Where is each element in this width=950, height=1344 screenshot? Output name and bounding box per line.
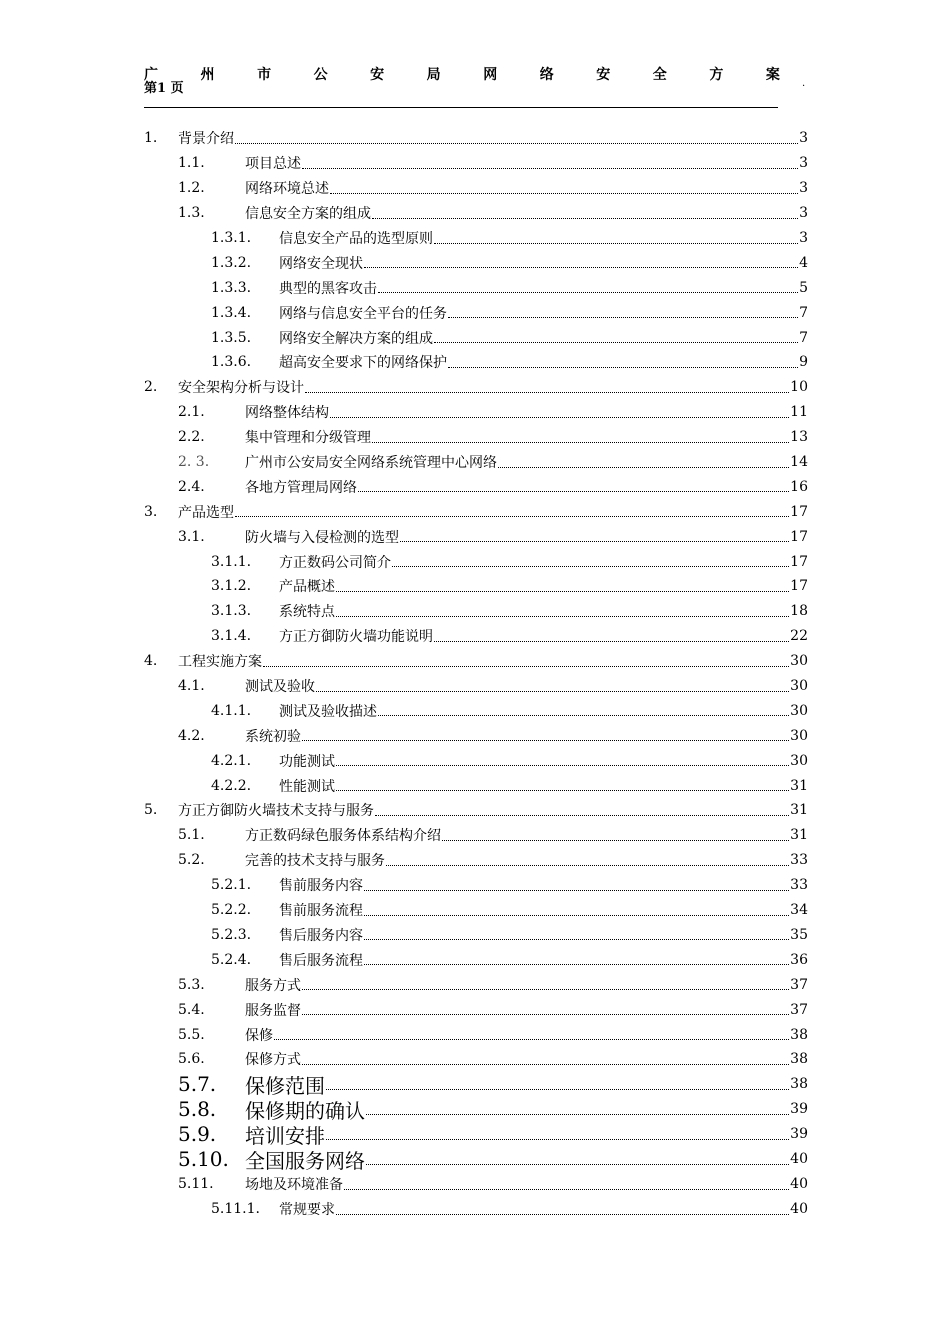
toc-entry[interactable] (144, 1122, 808, 1147)
toc-entry-line (178, 499, 808, 524)
toc-entry-number: 4.2. (178, 727, 205, 744)
toc-entry-label: 典型的黑客攻击 (279, 280, 377, 297)
toc-entry-number: 2.4. (178, 478, 205, 495)
toc-entry[interactable] (144, 748, 808, 773)
toc-dot-leader (302, 1064, 789, 1065)
toc-dot-leader (364, 964, 789, 965)
toc-dot-leader (235, 516, 789, 517)
toc-dot-leader (375, 815, 789, 816)
title-char: 络 (539, 67, 554, 83)
toc-entry-line (279, 226, 808, 251)
toc-entry[interactable] (144, 898, 808, 923)
toc-entry-number: 4.1.1. (211, 702, 252, 719)
toc-entry-label: 项目总述 (245, 156, 301, 173)
toc-entry-label: 售前服务内容 (279, 878, 363, 895)
toc-entry-label: 系统特点 (279, 604, 335, 621)
toc-entry-page: 37 (790, 976, 808, 993)
toc-entry[interactable] (144, 972, 808, 997)
toc-entry-label: 信息安全方案的组成 (245, 206, 371, 223)
toc-entry-number: 1.3.5. (211, 329, 252, 346)
toc-entry-number: 5.11. (178, 1176, 214, 1193)
toc-entry-page: 30 (790, 727, 808, 744)
toc-entry-page: 40 (790, 1151, 808, 1168)
toc-entry-label: 产品选型 (178, 504, 234, 521)
document-title (144, 66, 780, 84)
toc-entry-number: 1.3.1. (211, 230, 252, 246)
toc-dot-leader (400, 541, 789, 542)
toc-dot-leader (263, 666, 789, 667)
toc-entry-number: 3.1.4. (211, 628, 252, 645)
toc-entry[interactable] (144, 375, 808, 400)
toc-entry-page: 30 (790, 653, 808, 670)
toc-entry-page: 39 (790, 1101, 808, 1118)
toc-entry-number: 5.8. (178, 1097, 217, 1122)
toc-entry-line (245, 674, 808, 699)
toc-entry-line (279, 898, 808, 923)
toc-dot-leader (392, 566, 789, 567)
toc-entry[interactable] (144, 574, 808, 599)
toc-entry-number: 4.1. (178, 678, 205, 695)
toc-entry[interactable] (144, 923, 808, 948)
toc-entry-page: 38 (790, 1026, 808, 1043)
title-char: 广 (144, 67, 158, 83)
toc-entry-line (245, 425, 808, 450)
toc-entry-label: 网络整体结构 (245, 405, 329, 422)
toc-entry-page: 30 (790, 678, 808, 695)
toc-entry-page: 7 (799, 304, 808, 321)
toc-dot-leader (434, 243, 798, 244)
toc-entry-number: 5.11.1. (211, 1201, 260, 1218)
toc-entry-label: 常规要求 (279, 1202, 335, 1219)
toc-entry-label: 测试及验收描述 (279, 703, 377, 720)
toc-dot-leader (326, 1089, 789, 1090)
toc-dot-leader (434, 641, 789, 642)
toc-dot-leader (386, 865, 789, 866)
toc-entry[interactable] (144, 1172, 808, 1197)
toc-entry-line (279, 873, 808, 898)
toc-dot-leader (330, 417, 789, 418)
toc-entry[interactable] (144, 1097, 808, 1122)
toc-entry-number: 5. (144, 802, 158, 819)
toc-entry-label: 完善的技术支持与服务 (245, 853, 385, 870)
toc-entry-label: 保修 (245, 1027, 273, 1044)
toc-entry-number: 1.3.3. (211, 279, 252, 296)
toc-entry-line (178, 798, 808, 823)
toc-entry[interactable] (144, 773, 808, 798)
toc-entry-line (245, 151, 808, 176)
toc-dot-leader (448, 317, 798, 318)
toc-entry-page: 3 (799, 130, 808, 147)
toc-entry-number: 5.4. (178, 1001, 205, 1018)
toc-dot-leader (364, 267, 798, 268)
toc-dot-leader (498, 467, 789, 468)
toc-entry-label: 广州市公安局安全网络系统管理中心网络 (245, 455, 497, 472)
toc-dot-leader (372, 442, 789, 443)
toc-dot-leader (330, 193, 798, 194)
toc-entry[interactable] (144, 300, 808, 325)
toc-entry[interactable] (144, 350, 808, 375)
toc-dot-leader (302, 168, 798, 169)
title-char: 安 (370, 67, 385, 83)
toc-entry-label: 保修期的确认 (245, 1098, 365, 1123)
toc-entry[interactable] (144, 425, 808, 450)
toc-entry-page: 36 (790, 951, 808, 968)
toc-entry[interactable] (144, 947, 808, 972)
toc-entry-line (178, 375, 808, 400)
toc-entry-number: 5.2. (178, 852, 205, 869)
toc-entry-label: 售后服务内容 (279, 927, 363, 944)
toc-entry-label: 保修方式 (245, 1052, 301, 1069)
toc-entry[interactable] (144, 698, 808, 723)
toc-dot-leader (364, 890, 789, 891)
toc-dot-leader (336, 765, 789, 766)
toc-entry-label: 售前服务流程 (279, 903, 363, 920)
toc-entry-line (245, 823, 808, 848)
toc-entry-page: 31 (790, 802, 808, 819)
toc-entry-line (279, 599, 808, 624)
toc-dot-leader (235, 143, 798, 144)
toc-entry-line (279, 574, 808, 599)
toc-dot-leader (336, 790, 789, 791)
toc-entry[interactable] (144, 499, 808, 524)
title-char: 安 (596, 67, 611, 83)
toc-entry-page: 17 (790, 578, 808, 595)
toc-entry-page: 40 (790, 1201, 808, 1218)
title-char: 网 (483, 67, 498, 83)
toc-entry[interactable] (144, 151, 808, 176)
toc-entry-label: 防火墙与入侵检测的选型 (245, 529, 399, 546)
toc-entry-label: 场地及环境准备 (245, 1177, 343, 1194)
toc-entry-label: 网络环境总述 (245, 181, 329, 198)
toc-entry-line (279, 698, 808, 723)
toc-entry-number: 5.2.4. (211, 951, 252, 968)
toc-entry-label: 网络安全解决方案的组成 (279, 330, 433, 347)
toc-entry-number: 5.6. (178, 1051, 205, 1068)
toc-entry[interactable] (144, 624, 808, 649)
toc-entry-page: 14 (790, 454, 808, 471)
title-char: 局 (426, 67, 441, 83)
toc-entry-page: 39 (790, 1126, 808, 1143)
toc-entry-page: 3 (799, 205, 808, 222)
toc-entry-page: 30 (790, 702, 808, 719)
toc-entry-number: 4. (144, 653, 158, 670)
toc-entry-label: 集中管理和分级管理 (245, 430, 371, 447)
toc-entry-page: 22 (790, 628, 808, 645)
header-divider (144, 107, 778, 108)
toc-dot-leader (378, 292, 798, 293)
toc-entry-line (245, 1047, 808, 1072)
toc-entry[interactable] (144, 126, 808, 151)
toc-entry-line (245, 972, 808, 997)
toc-entry-page: 17 (790, 553, 808, 570)
toc-entry-number: 2. 3. (178, 454, 210, 471)
toc-entry-label: 测试及验收 (245, 679, 315, 696)
toc-entry-page: 3 (799, 180, 808, 197)
toc-entry-line (279, 923, 808, 948)
toc-entry-line (245, 848, 808, 873)
toc-entry-label: 超高安全要求下的网络保护 (279, 355, 447, 372)
toc-entry-line (245, 1072, 808, 1097)
toc-entry-label: 网络与信息安全平台的任务 (279, 305, 447, 322)
toc-entry-label: 方正方御防火墙技术支持与服务 (178, 803, 374, 820)
toc-dot-leader (358, 491, 789, 492)
toc-entry-page: 31 (790, 827, 808, 844)
toc-entry-line (245, 1097, 808, 1122)
toc-entry-number: 3. (144, 503, 158, 520)
toc-entry-page: 34 (790, 902, 808, 919)
toc-entry-number: 2.2. (178, 429, 205, 446)
toc-entry[interactable] (144, 997, 808, 1022)
toc-entry[interactable] (144, 1072, 808, 1097)
toc-entry-label: 性能测试 (279, 778, 335, 795)
toc-entry-line (245, 723, 808, 748)
toc-entry-page: 38 (790, 1076, 808, 1093)
toc-entry-number: 4.2.1. (211, 752, 252, 769)
toc-entry-line (279, 947, 808, 972)
toc-dot-leader (336, 591, 789, 592)
toc-entry-label: 服务监督 (245, 1002, 301, 1019)
toc-entry-label: 背景介绍 (178, 131, 234, 148)
toc-entry-number: 5.5. (178, 1026, 205, 1043)
toc-entry-number: 5.2.3. (211, 926, 252, 943)
toc-dot-leader (302, 989, 789, 990)
toc-entry-line (245, 450, 808, 475)
toc-entry-line (279, 275, 808, 300)
toc-dot-leader (344, 1189, 789, 1190)
toc-entry-line (279, 300, 808, 325)
toc-entry-page: 40 (790, 1176, 808, 1193)
toc-entry-line (178, 649, 808, 674)
toc-dot-leader (316, 691, 789, 692)
title-char: 市 (257, 67, 272, 83)
toc-entry-label: 方正数码绿色服务体系结构介绍 (245, 828, 441, 845)
toc-entry-line (245, 1022, 808, 1047)
toc-entry-label: 保修范围 (245, 1073, 325, 1098)
toc-entry-page: 33 (790, 877, 808, 894)
toc-entry-line (279, 325, 808, 350)
toc-entry[interactable] (144, 275, 808, 300)
toc-entry[interactable] (144, 674, 808, 699)
toc-entry-label: 培训安排 (245, 1123, 325, 1148)
toc-entry[interactable] (144, 1047, 808, 1072)
toc-entry-number: 5.10. (178, 1147, 229, 1172)
toc-entry-label: 方正数码公司简介 (279, 554, 391, 571)
toc-entry-label: 方正方御防火墙功能说明 (279, 629, 433, 646)
toc-entry-label: 信息安全产品的选型原则 (279, 231, 433, 247)
toc-entry-line (245, 1147, 808, 1172)
toc-dot-leader (448, 367, 798, 368)
toc-entry-number: 5.9. (178, 1122, 217, 1147)
toc-entry-page: 13 (790, 429, 808, 446)
toc-entry-page: 30 (790, 752, 808, 769)
toc-entry-page: 5 (799, 279, 808, 296)
toc-entry-page: 33 (790, 852, 808, 869)
toc-dot-leader (326, 1139, 789, 1140)
toc-entry-number: 3.1. (178, 528, 205, 545)
toc-entry-line (245, 201, 808, 226)
toc-entry-label: 系统初验 (245, 728, 301, 745)
toc-entry-page: 3 (799, 230, 808, 246)
toc-entry-line (279, 350, 808, 375)
toc-entry-number: 1.3.2. (211, 254, 252, 271)
toc-entry-line (279, 748, 808, 773)
toc-entry-number: 4.2.2. (211, 777, 252, 794)
toc-dot-leader (302, 1014, 789, 1015)
toc-entry-line (279, 773, 808, 798)
toc-entry[interactable] (144, 798, 808, 823)
toc-entry-label: 售后服务流程 (279, 952, 363, 969)
toc-entry-page: 11 (790, 404, 808, 421)
toc-entry-number: 3.1.2. (211, 578, 252, 595)
toc-entry-number: 3.1.3. (211, 603, 252, 620)
toc-entry-label: 各地方管理局网络 (245, 479, 357, 496)
toc-entry-label: 全国服务网络 (245, 1148, 365, 1173)
toc-entry-line (245, 400, 808, 425)
toc-entry[interactable] (144, 524, 808, 549)
toc-dot-leader (442, 840, 789, 841)
toc-entry-line (279, 1197, 808, 1222)
toc-dot-leader (364, 939, 789, 940)
toc-dot-leader (366, 1164, 789, 1165)
toc-entry-number: 5.2.2. (211, 902, 252, 919)
toc-dot-leader (372, 218, 798, 219)
toc-entry-number: 1.3.4. (211, 304, 252, 321)
toc-entry[interactable] (144, 823, 808, 848)
toc-entry-line (279, 549, 808, 574)
title-char: 公 (313, 67, 328, 83)
toc-entry[interactable] (144, 201, 808, 226)
toc-dot-leader (274, 1039, 789, 1040)
toc-entry[interactable] (144, 250, 808, 275)
toc-entry-line (245, 1122, 808, 1147)
toc-entry-page: 35 (790, 926, 808, 943)
toc-entry-line (245, 474, 808, 499)
toc-entry-page: 7 (799, 329, 808, 346)
toc-entry[interactable] (144, 848, 808, 873)
title-char: 方 (709, 67, 724, 83)
title-char: 案 (765, 67, 780, 83)
toc-entry-page: 18 (790, 603, 808, 620)
toc-entry-number: 1.3. (178, 205, 205, 222)
toc-entry-line (245, 1172, 808, 1197)
toc-dot-leader (336, 616, 789, 617)
toc-dot-leader (302, 740, 789, 741)
toc-entry-page: 17 (790, 528, 808, 545)
toc-entry-page: 37 (790, 1001, 808, 1018)
toc-entry-label: 网络安全现状 (279, 255, 363, 272)
toc-entry-page: 17 (790, 503, 808, 520)
toc-entry[interactable] (144, 549, 808, 574)
toc-entry[interactable] (144, 723, 808, 748)
toc-entry-label: 功能测试 (279, 753, 335, 770)
toc-entry[interactable] (144, 226, 808, 251)
title-char: 州 (200, 67, 215, 83)
table-of-contents (144, 126, 808, 1222)
toc-entry[interactable] (144, 1022, 808, 1047)
toc-entry-page: 38 (790, 1051, 808, 1068)
toc-entry-number: 5.3. (178, 976, 205, 993)
toc-entry[interactable] (144, 873, 808, 898)
toc-entry-page: 16 (790, 478, 808, 495)
toc-entry-number: 1.2. (178, 180, 205, 197)
toc-entry-number: 2. (144, 379, 158, 396)
toc-entry[interactable] (144, 1147, 808, 1172)
toc-dot-leader (366, 1114, 789, 1115)
toc-entry-line (245, 524, 808, 549)
page-number-label: 第1 页 (144, 81, 184, 96)
toc-entry-page: 4 (799, 254, 808, 271)
toc-entry-page: 9 (799, 354, 808, 371)
toc-entry[interactable] (144, 649, 808, 674)
toc-dot-leader (336, 1214, 789, 1215)
toc-entry-number: 3.1.1. (211, 553, 252, 570)
toc-entry-label: 安全架构分析与设计 (178, 380, 304, 397)
toc-dot-leader (434, 342, 798, 343)
toc-entry-number: 5.2.1. (211, 877, 252, 894)
toc-entry-number: 2.1. (178, 404, 205, 421)
toc-entry[interactable] (144, 599, 808, 624)
toc-entry-label: 服务方式 (245, 977, 301, 994)
toc-dot-leader (305, 392, 789, 393)
toc-entry-line (279, 624, 808, 649)
toc-entry[interactable] (144, 450, 808, 475)
toc-entry[interactable] (144, 176, 808, 201)
toc-entry-page: 31 (790, 777, 808, 794)
toc-entry-label: 产品概述 (279, 579, 335, 596)
toc-entry[interactable] (144, 1197, 808, 1222)
toc-entry-label: 工程实施方案 (178, 654, 262, 671)
toc-entry-number: 5.7. (178, 1072, 217, 1097)
toc-entry-page: 3 (799, 155, 808, 172)
toc-entry[interactable] (144, 474, 808, 499)
toc-dot-leader (364, 915, 789, 916)
toc-entry-line (279, 250, 808, 275)
toc-dot-leader (378, 715, 789, 716)
toc-entry[interactable] (144, 325, 808, 350)
toc-entry[interactable] (144, 400, 808, 425)
title-char: 全 (652, 67, 667, 83)
header-trailing-mark: . (802, 78, 806, 89)
toc-entry-number: 1. (144, 130, 158, 147)
toc-entry-number: 1.1. (178, 155, 205, 172)
toc-entry-number: 5.1. (178, 827, 205, 844)
toc-entry-line (245, 176, 808, 201)
toc-entry-line (245, 997, 808, 1022)
toc-entry-page: 10 (790, 379, 808, 396)
page-header (144, 66, 806, 108)
toc-entry-line (178, 126, 808, 151)
toc-entry-number: 1.3.6. (211, 354, 252, 371)
